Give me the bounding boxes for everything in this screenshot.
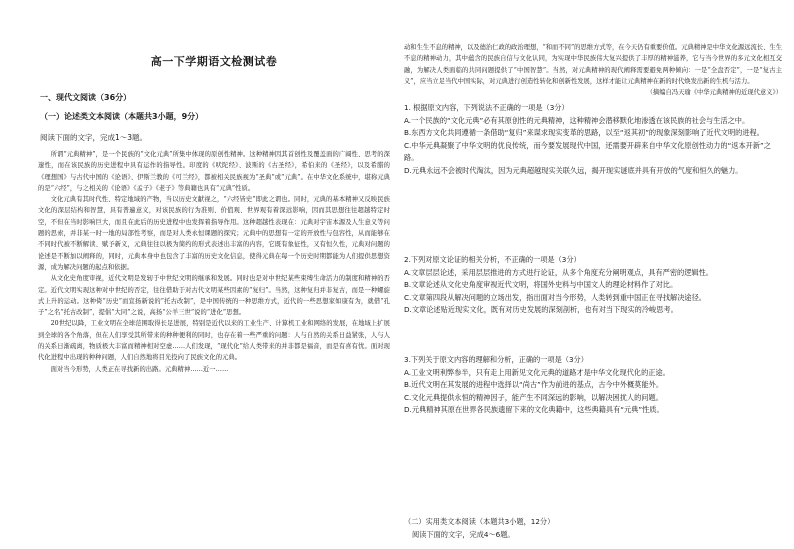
question-stem: 1. 根据原文内容，下列说法不正确的一项是（3分）: [404, 103, 569, 112]
passage-text: [38, 149, 390, 375]
reading-instruction-2: 阅读下面的文字，完成4～6题。: [412, 529, 515, 539]
question-2: [404, 254, 782, 317]
reading-instruction: 阅读下面的文字，完成1～3题。: [40, 133, 148, 142]
question-stem: 3.下列关于原文内容的理解和分析，正确的一项是（3分）: [404, 355, 588, 364]
option-c: C.文化元典提供永恒的精神因子，能产生不同深远的影响，以解决困扰人的问题。: [404, 392, 663, 402]
question-1: [404, 102, 782, 178]
passage-source: （摘编自冯天瑜《中华元典精神的近现代意义》）: [646, 89, 782, 97]
section-practical-reading: [404, 516, 782, 541]
option-c: C.中华元典凝聚了中华文明的优良传统，而今要发展现代中国，还需要开辟来自中华文化原创性动力的“返本开新”之路。: [404, 140, 771, 163]
passage-paragraph: 所谓“元典精神”，是一个民族的“文化元典”所集中体现的原创性精神。这种精神因其首创性及覆盖面的广阔性、思考的深邃性，而在该民族的历史进程中具有运作的指导性。印度的《吠陀经》、波斯的《古圣经》，希伯来的《圣经》，以及希腊的《理想国》与古代中国的《论语》、伊斯兰教的《可兰经》，都被相关民族视为“圣典”或“元典”。在中华文化系统中，堪称元典的是“六经”，与之相关的《论语》《孟子》《老子》等典籍也具有“元典”性质。: [38, 151, 390, 192]
option-d: D.元典永远不会被时代淘汰，因为元典超越现实关联久远，揭开现实谜底并具有开放的气度和恒久的魅力。: [404, 165, 743, 175]
option-a: A.工业文明利弊参半，只有走上用新见文化元典的道路才是中华文化现代化的正途。: [404, 367, 670, 377]
passage-continuation: [404, 42, 782, 98]
option-b: B.东西方文化共同遵循一条借助“复归”来谋求现实变革的思路，以至“返其初”的现象深刻影响了近代文明的进程。: [404, 128, 764, 138]
exam-title: 高一下学期语文检测试卷: [150, 55, 278, 68]
option-b: B.文章论述从文化史角度审视近代文明，将国外史料与中国文人的理论材料作了对比。: [404, 280, 678, 290]
option-a: A.文章层层论述，采用层层推进的方式进行论证，从多个角度充分阐明观点，具有严密的逻辑性。: [404, 267, 713, 277]
option-b: B.近代文明在其发展的进程中选择以“尚古”作为前进的基点，古今中外概莫能外。: [404, 380, 664, 390]
option-d: D.文章论述贴近现实文化，既有对历史发展的深刻剖析，也有对当下现实的冷峻思考。: [404, 305, 678, 315]
passage-paragraph: 动和生生不息的精神，以及德治仁政的政治理想，“和而不同”的思维方式等，在今天仍有重要价值。元典精神是中华文化源远流长、生生不息的精神动力，其中蕴含的民族自信与文化认同，为实现中华民族伟大复兴提供了丰厚的精神滋养，它与当今世界的多元文化相互交融，为解决人类面临的共同问题提供了“中国智慧”。当然，对元典精神的现代阐释需要避免两种倾向：一是“全盘否定”，一是“复古主义”，应当立足当代中国实际，对元典进行创造性转化和创新性发展，这样才能让元典精神在新的时代焕发出新的生机与活力。: [404, 44, 782, 85]
passage-paragraph: 面对当今形势，人类正在寻找新的出路。元典精神……近一……: [50, 365, 229, 373]
section-modern-reading: 一、现代文阅读（36分）: [40, 93, 132, 102]
section-heading: （二）实用类文本阅读（本题共3小题，12分）: [404, 517, 555, 526]
option-a: A.一个民族的“文化元典”必有其原创性的元典精神，这种精神会潜移默化地渗透在该民族的社会与生活之中。: [404, 115, 750, 125]
section-argumentative-reading: （一）论述类文本阅读（本题共3小题，9分）: [40, 112, 204, 121]
passage-paragraph: 20世纪以降，工业文明在全球范围取得长足进展，特别是近代以来的工业生产、计算机工业和网络的发展，在地域上扩展到全球的各个角落，但在人们享受其所带来的种种便利的同时，也存在着一些严重的问题：人与自然的关系日益紧张，人与人的关系日渐疏离，物质极大丰富而精神相对空虚……人们发现，“现代化”给人类带来的并非都是福音，而是有喜有忧。面对现代化进程中出现的种种问题，人们自然地将目光投向了民族文化的元典。: [38, 320, 390, 362]
passage-paragraph: 文化元典有其时代性、特定地域的产物，当以历史文献视之，“六经皆史”即此之谓也。同时，元典的基本精神又反映民族文化的深层结构和智慧，具有普遍意义，对该民族的行为准则、价值观、世界观有着深远影响，因而其思想往往超越特定时空，不但在当时影响巨大，而且在此后的历史进程中也发挥着指导作用。这种超越性表现在：元典对宇宙本源及人生意义等问题的思索，并非某一时一地的局部性考察，而是对人类永恒课题的探究；元典中的思想有一定的开放性与包容性，从而能够在不同时代被不断解读、赋予新义，元典往往以极为简约的形式表述出丰富的内容，它既有象征性，又有恒久性，元典对问题的论述是不断加以阐释的，同时，元典本身中也包含了丰富的历史文化信息，使得元典在每一个历史时期都能为人们提供思想资源，成为解决问题的起点和依据。: [38, 196, 390, 271]
question-3: [404, 354, 782, 417]
passage-paragraph: 从文化史角度审视，近代文明是发轫于中世纪文明的继承和发展。同时也是对中世纪某些束缚生命活力的制度和精神的否定。近代文明实现这种对中世纪的否定，往往借助于对古代文明某些因素的“复归”。当然，这种复归并非复古，而是一种螺旋式上升的运动。这种倚“历史”而宣扬新说的“托古改制”，是中国传统的一种思维方式，近代的一些思想家如康有为，就借“孔子”之名“托古改制”，提倡“大同”之说，高扬“公羊三世”说的“进化”思想。: [38, 275, 390, 317]
option-d: D.元典精神其原在世界各民族遗留下来的文化典籍中，这些典籍具有“元典”性质。: [404, 405, 664, 415]
option-c: C.文章第四段从解决问题的立场出发，指出面对当今形势，人类转到重中国正在寻找解决途径。: [404, 292, 706, 302]
question-stem: 2.下列对原文论证的相关分析，不正确的一项是（3分）: [404, 255, 581, 264]
